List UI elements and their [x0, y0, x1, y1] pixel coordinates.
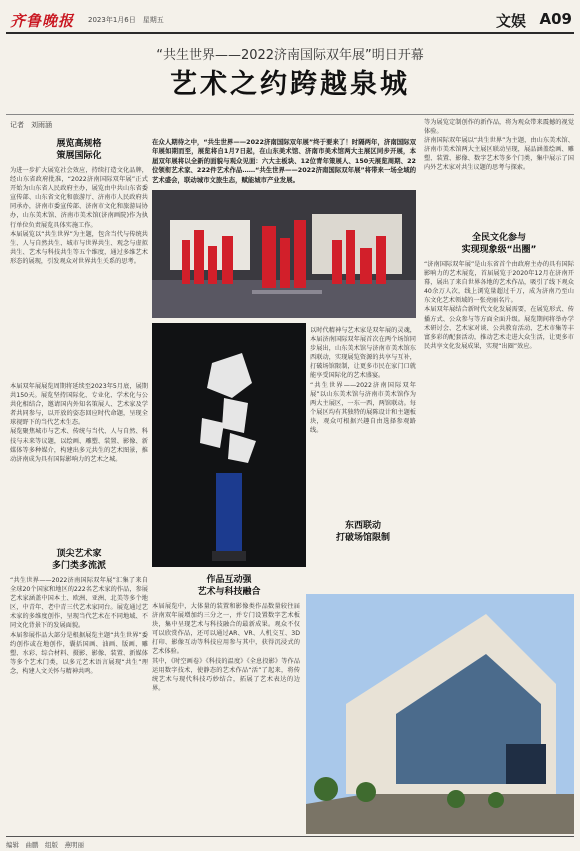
headline-divider — [6, 114, 574, 115]
exhibition-hall-illustration — [152, 190, 416, 318]
section-body-4-intro: 以时代精神与艺术家是双年展的灵魂，本届济南国际双年展首次在两个场馆同步展出，山东美术馆与济南市美术馆东西联动，实现展览资源的共享与互补，打破场馆限制，让更多市民在家门口就能享受国际化的艺术盛宴。 “共生世界——2022济南国际双年展”以山东美术馆与济南市美术馆作为两大主展区，一东一西，两馆联动。每个展区均有其独特的展陈设计和主题板块，观众可根据兴趣自由选择参观路线。 — [310, 327, 416, 435]
section-body-1: 为进一步扩大展览社会效应，持续打造文化品牌，经山东省政府批准，“2022济南国际双年展”正式开始为山东省人民政府主办，展览由中共山东省委宣传部、山东省文化和旅游厅、济南市人民政府共同承办，济南市委宣传部、济南市文化和旅游局协办，山东美术馆、济南市美术馆(济南画院)作为执行单位负责展览具体实施工作。 本届展览以“共生世界”为主题，包含当代与传统共生、人与自然共生、城市与世界共生、观念与虚拟共生、艺术与科技共生等五个维度，通过多维艺术形态的展现，引发观众对世界共生关系的思考。 — [10, 167, 148, 265]
newspaper-logo: 齐鲁晚报 — [10, 12, 75, 30]
section-body-5: “济南国际双年展”是山东省首个由政府主办的具有国际影响力的艺术展览，首届展览于2020年12月在济南开幕，展出了来自世界各地的艺术作品，吸引了线下观众40余万人次，线上浏览量超过千万，成为济南乃至山东文化艺术领域的一张亮丽名片。 本届双年展结合新时代文化发展需要，在展览形式、传播方式、公众参与等方面全面升级。展览期间将举办学术研讨会、艺术家对谈、公共教育活动、艺术市集等丰富多彩的配套活动，推动艺术走进大众生活，让更多市民共享文化发展成果，实现“出圈”效应。 — [424, 261, 574, 350]
installation-illustration — [152, 323, 306, 567]
article-headline: 艺术之约跨越泉城 — [170, 69, 410, 100]
section-body-3: 本届展览中，大体量的装置和影像类作品数量较往届济南双年展增加约三分之一，并专门设置数字艺术板块，集中呈现艺术与科技融合的最新成果。观众不仅可以欣赏作品，还可以通过AR、VR、人机交互、3D打印、影像互动等科技应用参与其中，获得沉浸式的艺术体验。 其中，《时空画卷》《科技的温度》《全息投影》等作品运用数字技术，使静态的艺术作品“活”了起来，将传统艺术与现代科技巧妙结合，拓展了艺术表达的边界。 — [152, 603, 300, 692]
page-footer: 编辑 曲鹏 组版 燕明丽 — [6, 836, 574, 849]
section-body-1-continued: 本届双年展展览周期将延续至2023年5月底，展期共150天。展览坚持国际化、专业化、学术化与公共化相结合，邀请国内外知名策展人、艺术家及学者共同参与，以开放的姿态回应时代命题，呈现全球视野下的当代艺术生态。 展览聚焦城市与艺术、传统与当代、人与自然、科技与未来等议题，以绘画、雕塑、装置、影像、新媒体等多种媒介，构建出多元共生的艺术图景，推动济南成为具有国际影响力的艺术之城。 — [10, 383, 148, 463]
section-heading-4: 东西联动 打破场馆限制 — [335, 521, 390, 543]
article-lead: 在众人期待之中，“共生世界——2022济南国际双年展”终于要来了！时隔两年，济南国际双年展如期而至，展览将自1月7日起，在山东美术馆、济南市美术馆两大主展区同步开展，本届双年展将以全新的面貌与观众见面：六大主板块、12位青年策展人、150天展览周期、22位领衔艺术家、222件艺术作品……“共生世界——2022济南国际双年展”将带来一场全域的艺术盛会，联动城市文旅生态，赋能城市产业发展。 — [152, 138, 416, 184]
section-heading-3: 作品互动强 艺术与科技融合 — [197, 575, 261, 597]
section-heading-2: 顶尖艺术家 多门类多流派 — [51, 549, 106, 571]
right-column-top: 等为展览定制创作的新作品，将为观众带来震撼的视觉体验。 济南国际双年展以“共生世界”为主题，由山东美术馆、济南市美术馆两大主展区联动呈现，展品涵盖绘画、雕塑、装置、影像、数字艺术等多个门类，集中展示了国内外艺术家对共生议题的思考与探索。 — [424, 119, 574, 172]
issue-date: 2023年1月6日 星期五 — [88, 16, 164, 24]
section-heading-5: 全民文化参与 实现现象级“出圈” — [461, 233, 537, 255]
section-name: 文娱 — [495, 12, 526, 30]
page-number: A09 — [539, 10, 572, 28]
masthead — [6, 4, 574, 34]
exhibition-hall-photo — [152, 190, 416, 318]
museum-exterior-photo — [306, 594, 574, 834]
museum-exterior-illustration — [306, 594, 574, 834]
installation-photo — [152, 323, 306, 567]
article-kicker: “共生世界——2022济南国际双年展”明日开幕 — [156, 48, 424, 63]
section-body-2: “共生世界——2022济南国际双年展”汇集了来自全球20个国家和地区的222名艺术家的作品，参展艺术家涵盖中国本土、欧洲、亚洲、北美等多个地区，中青年、老中青三代艺术家同台。展览通过艺术家的多维度创作，呈现当代艺术在不同地域、不同文化背景下的发展面貌。 本届参展作品大部分是根据展览主题“共生世界”委约创作或在地创作，囊括国画、油画、版画、雕塑、水彩、综合材料、摄影、影像、装置、新媒体等多个艺术门类，以多元艺术语言展现“共生”理念，构建人文关怀与精神共鸣。 — [10, 577, 148, 675]
section-heading-1: 展览高规格 策展国际化 — [56, 139, 102, 161]
byline: 记者 刘雨涵 — [10, 121, 52, 129]
